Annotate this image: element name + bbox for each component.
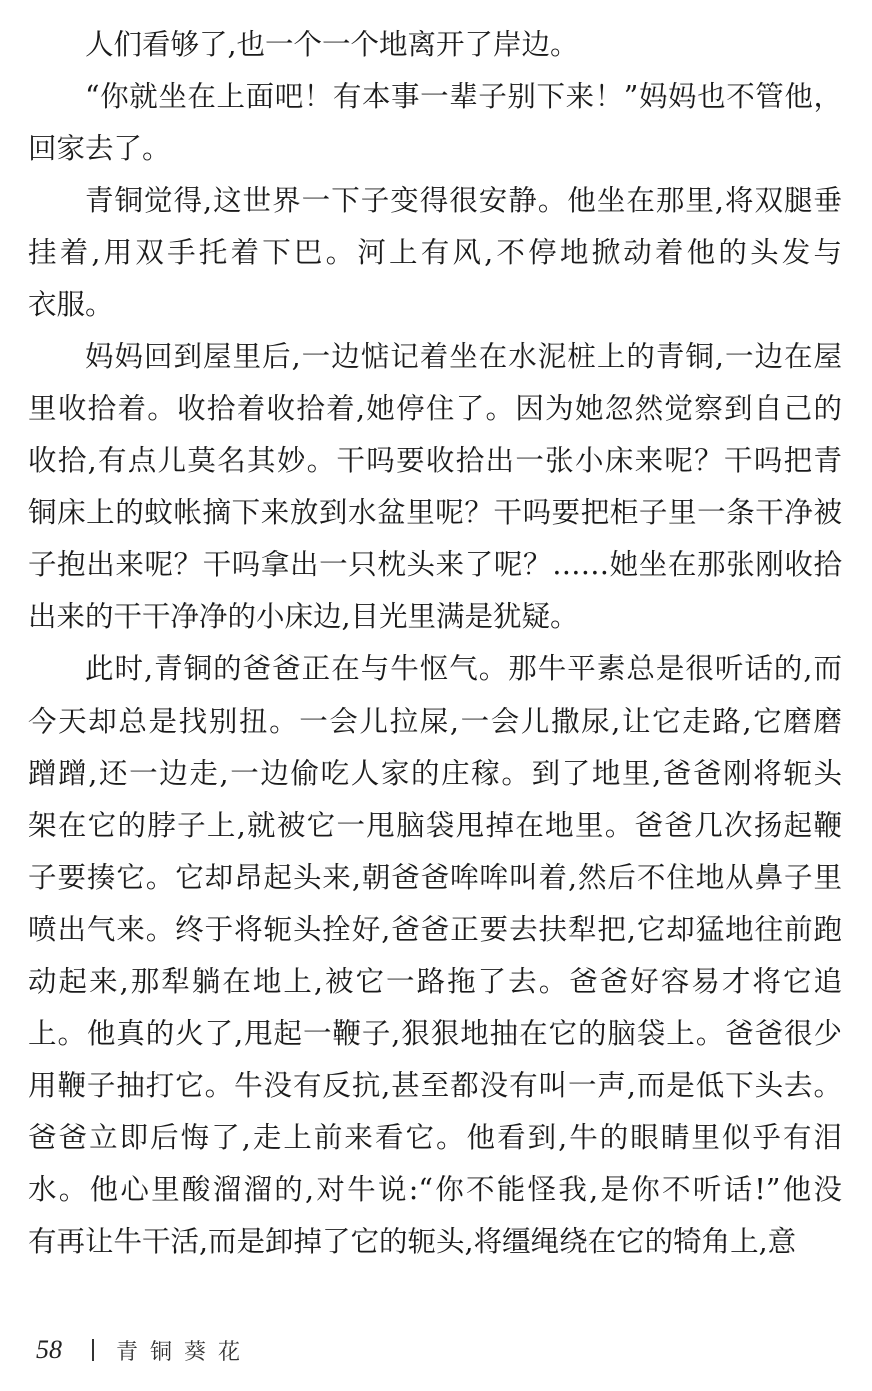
text-line: 蹭蹭,还一边走,一边偷吃人家的庄稼。到了地里,爸爸刚将轭头	[28, 756, 842, 790]
page-footer	[36, 1330, 252, 1370]
text-line: 用鞭子抽打它。牛没有反抗,甚至都没有叫一声,而是低下头去。	[28, 1068, 842, 1102]
text-line: 青铜觉得,这世界一下子变得很安静。他坐在那里,将双腿垂	[85, 184, 842, 218]
text-line: 里收拾着。收拾着收拾着,她停住了。因为她忽然觉察到自己的	[28, 392, 842, 426]
text-line: 衣服。	[28, 288, 114, 322]
text-line: 出来的干干净净的小床边,目光里满是犹疑。	[28, 600, 579, 634]
text-line: 挂着,用双手托着下巴。河上有风,不停地掀动着他的头发与	[28, 236, 842, 270]
text-line: 有再让牛干活,而是卸掉了它的轭头,将缰绳绕在它的犄角上,意	[28, 1224, 797, 1258]
text-line: 收拾,有点儿莫名其妙。干吗要收拾出一张小床来呢？干吗把青	[28, 444, 842, 478]
text-line: “你就坐在上面吧！有本事一辈子别下来！”妈妈也不管他，	[85, 80, 842, 114]
text-line: 回家去了。	[28, 132, 171, 166]
text-line: 架在它的脖子上,就被它一甩脑袋甩掉在地里。爸爸几次扬起鞭	[28, 808, 842, 842]
text-line: 上。他真的火了,甩起一鞭子,狠狠地抽在它的脑袋上。爸爸很少	[28, 1016, 842, 1050]
text-line: 子要揍它。它却昂起头来,朝爸爸哞哞叫着,然后不住地从鼻子里	[28, 860, 842, 894]
text-line: 动起来,那犁躺在地上,被它一路拖了去。爸爸好容易才将它追	[28, 964, 842, 998]
text-line: 今天却总是找别扭。一会儿拉屎,一会儿撒尿,让它走路,它磨磨	[28, 704, 842, 738]
text-line: 妈妈回到屋里后,一边惦记着坐在水泥桩上的青铜,一边在屋	[85, 340, 842, 374]
page-number: 58	[36, 1335, 62, 1364]
text-line: 水。他心里酸溜溜的,对牛说:“你不能怪我,是你不听话!”他没	[28, 1172, 842, 1206]
text-line: 喷出气来。终于将轭头拴好,爸爸正要去扶犁把,它却猛地往前跑	[28, 912, 842, 946]
text-line: 爸爸立即后悔了,走上前来看它。他看到,牛的眼睛里似乎有泪	[28, 1120, 842, 1154]
text-line: 此时,青铜的爸爸正在与牛怄气。那牛平素总是很听话的,而	[85, 652, 842, 686]
text-line: 人们看够了,也一个一个地离开了岸边。	[85, 28, 579, 61]
footer-divider	[92, 1339, 94, 1361]
text-line: 铜床上的蚊帐摘下来放到水盆里呢？干吗要把柜子里一条干净被	[28, 496, 842, 530]
text-line: 子抱出来呢？干吗拿出一只枕头来了呢？……她坐在那张刚收拾	[28, 548, 842, 582]
book-title: 青铜葵花	[116, 1339, 253, 1365]
